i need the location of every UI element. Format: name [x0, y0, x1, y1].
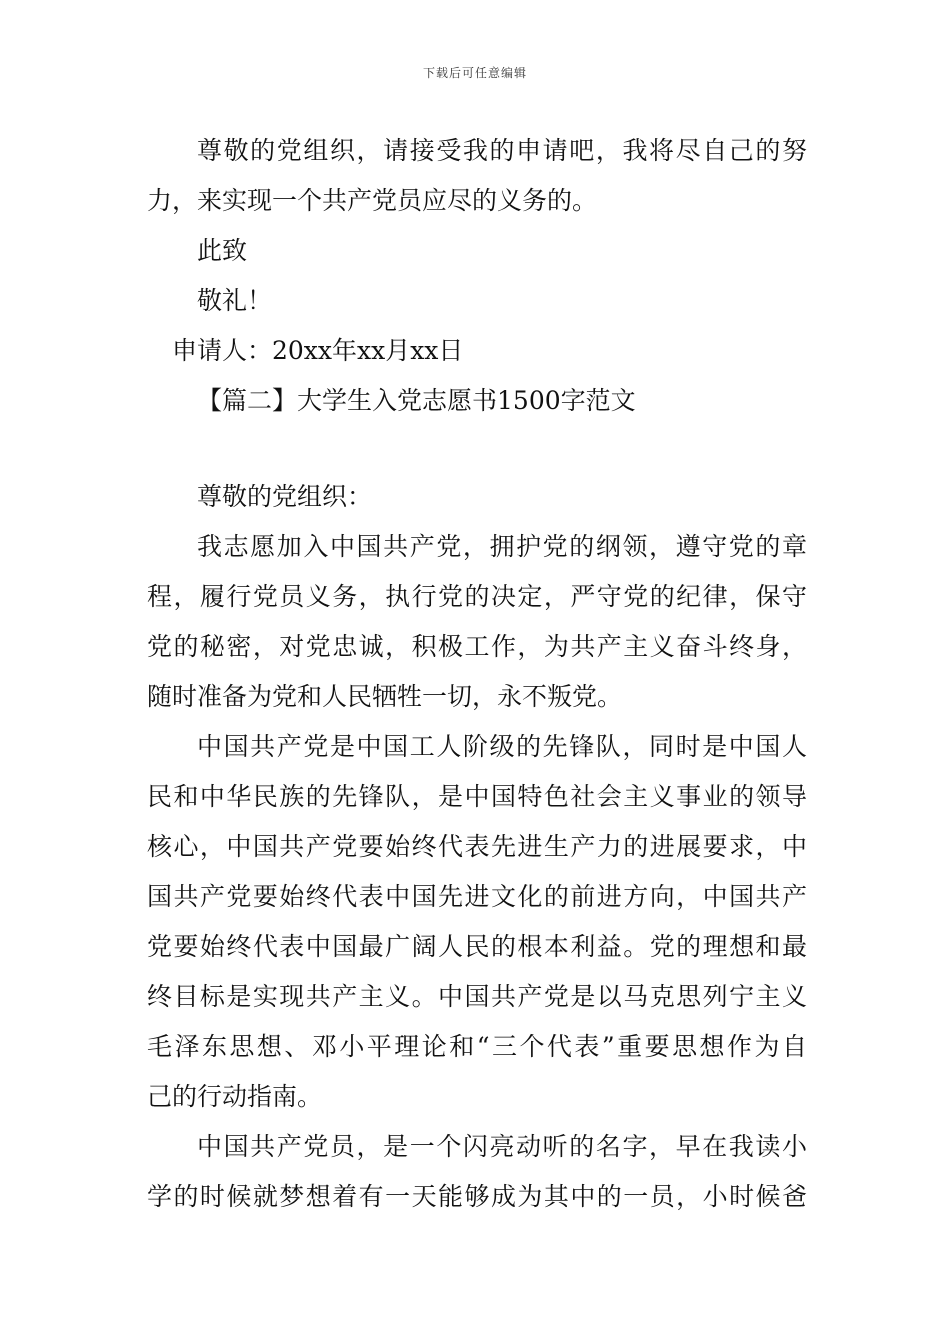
- paragraph-2: [147, 722, 807, 1122]
- paragraph-line: 程，履行党员义务，执行党的决定，严守党的纪律，保守: [147, 582, 807, 611]
- paragraph-line: 我志愿加入中国共产党，拥护党的纲领，遵守党的章: [197, 532, 807, 561]
- page-header: 下载后可任意编辑: [422, 66, 527, 80]
- paragraph-line: 毛泽东思想、邓小平理论和“三个代表”重要思想作为自: [147, 1032, 807, 1061]
- paragraph-1: [147, 522, 807, 722]
- paragraph-line: 党的秘密，对党忠诚，积极工作，为共产主义奋斗终身，: [147, 632, 807, 661]
- section-title: 【篇二】大学生入党志愿书1500字范文: [197, 386, 636, 415]
- paragraph-line: 学的时候就梦想着有一天能够成为其中的一员，小时候爸: [147, 1182, 807, 1211]
- paragraph-line: 民和中华民族的先锋队，是中国特色社会主义事业的领导: [147, 782, 807, 811]
- paragraph-line: 己的行动指南。: [147, 1082, 323, 1111]
- salutation-jingli: 敬礼！: [197, 286, 273, 315]
- paragraph-line: 终目标是实现共产主义。中国共产党是以马克思列宁主义: [147, 982, 807, 1011]
- document-body: [147, 126, 807, 1222]
- spacer: [147, 426, 807, 472]
- closing-paragraph: [147, 126, 807, 226]
- paragraph-line: 中国共产党员，是一个闪亮动听的名字，早在我读小: [197, 1132, 807, 1161]
- paragraph-line: 随时准备为党和人民牺牲一切，永不叛党。: [147, 682, 623, 711]
- salutation-cizhi: 此致: [197, 236, 248, 265]
- paragraph-line: 国共产党要始终代表中国先进文化的前进方向，中国共产: [147, 882, 807, 911]
- paragraph-line: 党要始终代表中国最广阔人民的根本利益。党的理想和最: [147, 932, 807, 961]
- paragraph-line: 尊敬的党组织，请接受我的申请吧，我将尽自己的努: [197, 136, 807, 165]
- signature-line: 申请人：20xx年xx月xx日: [172, 336, 464, 365]
- paragraph-line: 力，来实现一个共产党员应尽的义务的。: [147, 186, 598, 215]
- paragraph-line: 核心，中国共产党要始终代表先进生产力的进展要求，中: [147, 832, 807, 861]
- paragraph-3: [147, 1122, 807, 1222]
- paragraph-line: 中国共产党是中国工人阶级的先锋队，同时是中国人: [197, 732, 807, 761]
- greeting: 尊敬的党组织：: [197, 482, 373, 511]
